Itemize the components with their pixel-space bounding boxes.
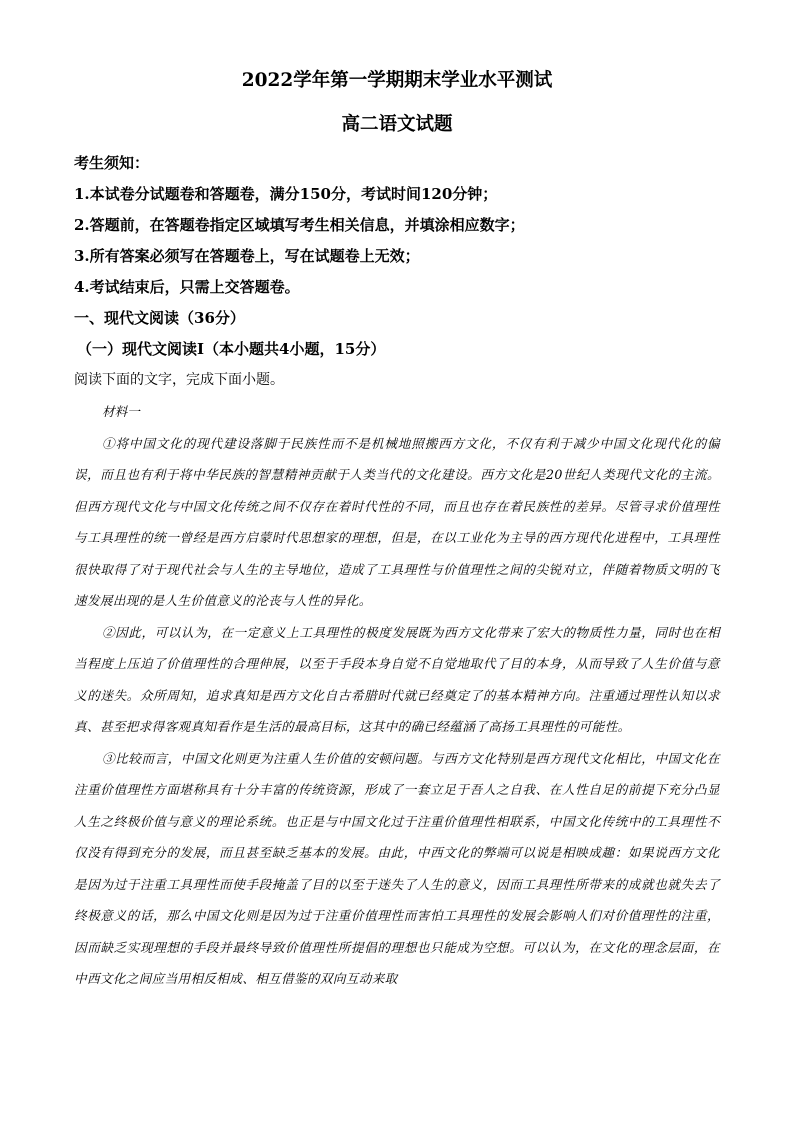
reading-instruction: 阅读下面的文字，完成下面小题。 [74, 372, 284, 388]
notice-heading: 考生须知： [74, 154, 150, 172]
exam-title: 2022学年第一学期期末学业水平测试 [241, 70, 553, 91]
notice-item: 4.考试结束后，只需上交答题卷。 [74, 278, 300, 296]
exam-subtitle: 高二语文试题 [341, 114, 453, 135]
subsection-heading: （一）现代文阅读Ⅰ（本小题共4小题，15分） [77, 340, 386, 358]
notice-item: 2.答题前，在答题卷指定区域填写考生相关信息，并填涂相应数字； [74, 216, 525, 234]
section-heading: 一、现代文阅读（36分） [74, 309, 245, 327]
passage-paragraph: ③比较而言，中国文化则更为注重人生价值的安顿问题。与西方文化特别是西方现代文化相比，中国文化在注重价值理性方面堪称具有十分丰富的传统资源，形成了一套立足于吾人之自我、在人性自足的前提下充分凸显人生之终极价值与意义的理论系统。也正是与中国文化过于注重价值理性相联系，中国文化传统中的工具理性不仅没有得到充分的发展，而且甚至缺乏基本的发展。由此，中西文化的弊端可以说是相映成趣：如果说西方文化是因为过于注重工具理性而使手段掩盖了目的以至于迷失了人生的意义，因而工具理性所带来的成就也就失去了终极意义的话，那么中国文化则是因为过于注重价值理性而害怕工具理性的发展会影响人们对价值理性的注重，因而缺乏实现理想的手段并最终导致价值理性所提倡的理想也只能成为空想。可以认为，在文化的理念层面，在中西文化之间应当用相反相成、相互借鉴的双向互动来取 [74, 750, 720, 986]
passage-paragraph: ②因此，可以认为，在一定意义上工具理性的极度发展既为西方文化带来了宏大的物质性力量，同时也在相当程度上压迫了价值理性的合理伸展，以至于手段本身自觉不自觉地取代了目的本身，从而导致了人生价值与意义的迷失。众所周知，追求真知是西方文化自古希腊时代就已经奠定了的基本精神方向。注重通过理性认知以求真、甚至把求得客观真知看作是生活的最高目标，这其中的确已经蕴涵了高扬工具理性的可能性。 [74, 624, 720, 734]
notice-item: 3.所有答案必须写在答题卷上，写在试题卷上无效； [74, 247, 420, 265]
candidate-notice [74, 148, 734, 394]
passage-paragraph: ①将中国文化的现代建设落脚于民族性而不是机械地照搬西方文化，不仅有利于减少中国文化现代化的偏误，而且也有利于将中华民族的智慧精神贡献于人类当代的文化建设。西方文化是20世纪人类现代文化的主流。但西方现代文化与中国文化传统之间不仅存在着时代性的不同，而且也存在着民族性的差异。尽管寻求价值理性与工具理性的统一曾经是西方启蒙时代思想家的理想，但是，在以工业化为主导的西方现代化进程中，工具理性很快取得了对于现代社会与人生的主导地位，造成了工具理性与价值理性之间的尖锐对立，伴随着物质文明的飞速发展出现的是人生价值意义的沦丧与人性的异化。 [74, 435, 720, 608]
reading-passage [74, 396, 720, 995]
material-label: 材料一 [102, 404, 140, 419]
notice-item: 1.本试卷分试题卷和答题卷，满分150分，考试时间120分钟； [74, 185, 498, 203]
